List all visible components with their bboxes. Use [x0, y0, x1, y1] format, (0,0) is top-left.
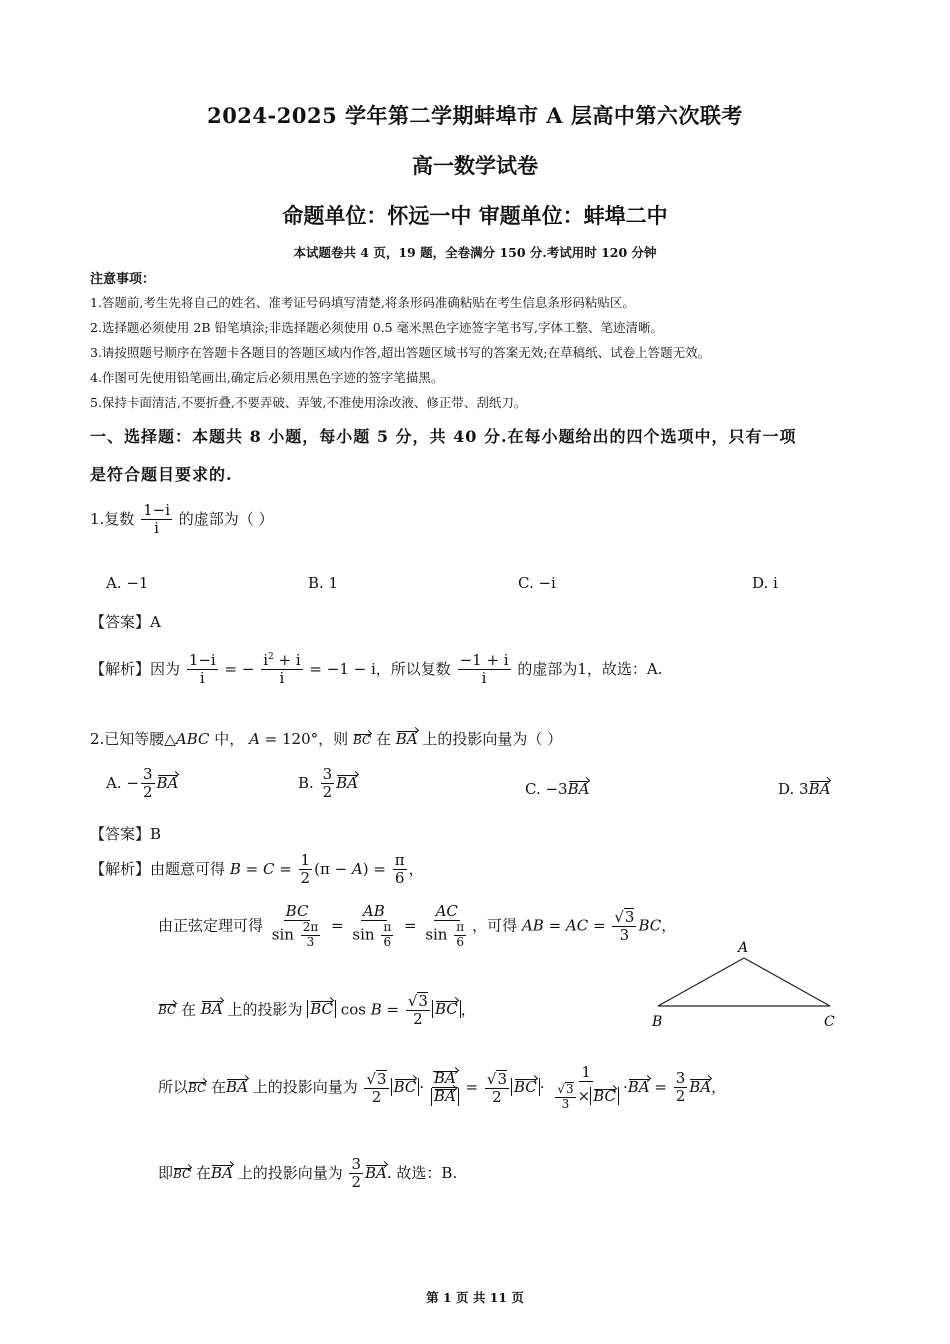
q2-step5c-text: 上的投影向量为	[237, 1163, 343, 1182]
exam-units: 命题单位：怀远一中 审题单位：蚌埠二中	[282, 204, 668, 228]
q1-option-b: B. 1	[308, 574, 339, 592]
q2-analysis-step3: BC 在 BA 上的投影为 BC cos B = $\frac{√3}{2}$ BC ，	[158, 992, 476, 1029]
q2-analysis-step5: 即BC 在BA 上的投影向量为 $\frac{3}{2}$ BA. 故选：B.	[158, 1155, 458, 1192]
q2-analysis-label: 【解析】	[90, 859, 151, 878]
figure-label-a: A	[738, 940, 749, 956]
notice-item-1: 1.答题前,考生先将自己的姓名、准考证号码填写清楚,将条形码准确粘贴在考生信息条形码粘贴区。	[90, 295, 635, 310]
q2-step5a-text: 即	[158, 1163, 174, 1182]
question-2: 2.已知等腰△ABC 中， A = 120°，则 BC 在 BA 上的投影向量为（ ）	[90, 730, 563, 748]
q2-step1-text: 由题意可得	[150, 859, 226, 878]
q2-step5d-text: . 故选：B.	[386, 1163, 458, 1182]
q2-mid1: 中，	[214, 730, 245, 748]
q1-suffix: 的虚部为（ ）	[178, 509, 274, 528]
q1-analysis-text3: 的虚部为1，故选：A.	[517, 659, 663, 678]
q2-option-a: A. − $\frac{3}{2}$ BA	[106, 765, 179, 802]
page-footer: 第 1 页 共 11 页	[426, 1290, 524, 1305]
notice-item-2: 2.选择题必须使用 2B 铅笔填涂;非选择题必须使用 0.5 毫米黑色字迹签字笔书写,字体工整、笔迹清晰。	[90, 320, 664, 335]
notice-title: 注意事项：	[90, 272, 156, 287]
q1-fraction: $\frac{1-i}{i}$	[143, 501, 171, 538]
section-heading-line1: 一、选择题：本题共 8 小题，每小题 5 分，共 40 分.在每小题给出的四个选项中，只有一项	[90, 427, 797, 446]
q2-prefix: 2.已知等腰△	[90, 730, 176, 748]
triangle-figure	[646, 936, 846, 1036]
q2-option-d: D. 3BA	[778, 780, 831, 798]
q2-step4c-text: 上的投影向量为	[252, 1077, 358, 1096]
q1-option-a: A. −1	[106, 574, 149, 592]
q1-analysis: 【解析】因为 $\frac{1-i}{i}$ = − $\frac{i^2 + i}{i}$ = −1 − i，所以复数 $\frac{-1 + i}{i}$ 的虚部为1，故选：A.	[90, 651, 663, 688]
q2-analysis-step2: 由正弦定理可得 BC sin $\frac{2\pi}{3}$ = AB sin $\frac{\pi}{6}$ = AC sin $\frac{\pi}{6}$ ，可得 AB = AC = $\frac{√3}{3}$ BC，	[158, 902, 677, 950]
q1-analysis-label: 【解析】	[90, 659, 151, 678]
q2-step2-text: 由正弦定理可得	[158, 916, 264, 935]
q2-answer: 【答案】B	[90, 825, 162, 843]
figure-label-b: B	[652, 1014, 663, 1030]
question-1	[90, 502, 274, 538]
q1-analysis-text2: ，所以复数	[375, 659, 451, 678]
q1-analysis-text1: 因为	[150, 659, 181, 678]
q1-option-c: C. −i	[518, 574, 556, 592]
q1-option-d: D. i	[752, 574, 778, 592]
exam-title: 2024-2025 学年第二学期蚌埠市 A 层高中第六次联考	[207, 103, 743, 128]
q2-analysis-step1: 【解析】由题意可得 B = C = $\frac{1}{2}$ (π − A) = $\frac{\pi}{6}$ ，	[90, 851, 424, 888]
q2-option-b: B. $\frac{3}{2}$ BA	[298, 765, 358, 802]
exam-info: 本试题卷共 4 页，19 题，全卷满分 150 分.考试用时 120 分钟	[293, 245, 657, 260]
q1-answer: 【答案】A	[90, 613, 161, 631]
notice-item-4: 4.作图可先使用铅笔画出,确定后必须用黑色字迹的签字笔描黑。	[90, 370, 444, 385]
q2-mid2: ，则	[318, 730, 349, 748]
q2-suffix: 上的投影向量为（ ）	[422, 730, 563, 748]
q2-analysis-step4: 所以BC 在BA 上的投影向量为 $\frac{√3}{2}$ BC · $\frac{BA}{BA}$ = $\frac{√3}{2}$ BC · 1 $\frac{√3}{3}$ × BC ·BA = $\frac{3}{2}$ BA，	[158, 1063, 727, 1112]
q2-step3b-text: 上的投影为	[227, 1000, 303, 1019]
notice-item-5: 5.保持卡面清洁,不要折叠,不要弄破、弄皱,不准使用涂改液、修正带、刮纸刀。	[90, 395, 527, 410]
q2-option-c: C. −3BA	[525, 780, 590, 798]
q1-prefix: 1.复数	[90, 509, 135, 528]
q2-step2b-text: ，可得	[472, 916, 518, 935]
q2-mid3: 在	[375, 730, 391, 748]
figure-label-c: C	[824, 1014, 835, 1030]
q2-step4a-text: 所以	[158, 1077, 189, 1096]
q2-step3a-text: 在	[181, 1000, 197, 1019]
q2-step5b-text: 在	[196, 1163, 212, 1182]
section-heading-line2: 是符合题目要求的.	[90, 465, 233, 484]
notice-item-3: 3.请按照题号顺序在答题卡各题目的答题区域内作答,超出答题区域书写的答案无效;在草稿纸、试卷上答题无效。	[90, 345, 711, 360]
q2-step4b-text: 在	[211, 1077, 227, 1096]
exam-subject: 高一数学试卷	[412, 153, 538, 178]
